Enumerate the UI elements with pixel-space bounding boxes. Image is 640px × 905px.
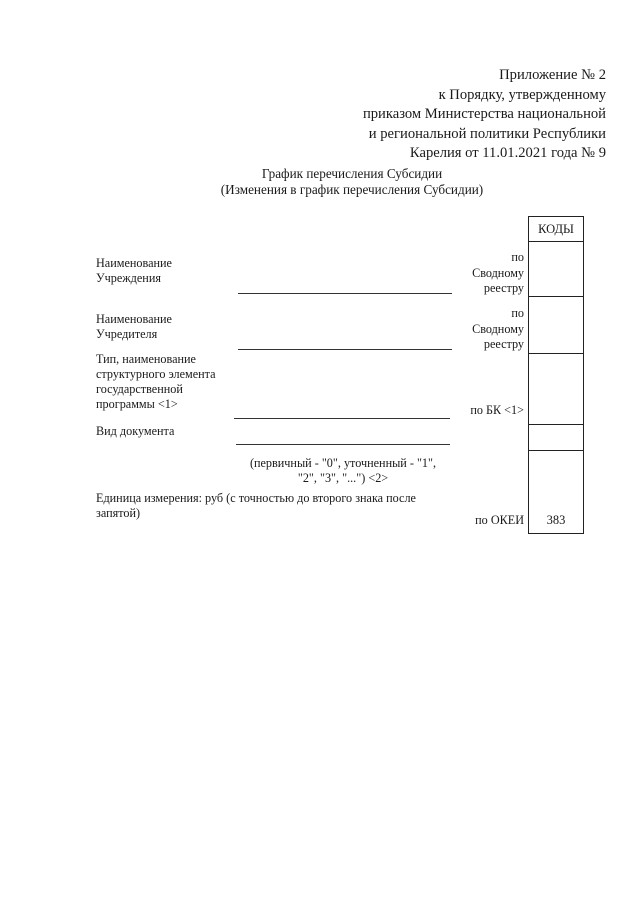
appendix-line-5: Карелия от 11.01.2021 года № 9 — [409, 145, 606, 161]
founder-label: Наименование Учредителя — [96, 312, 172, 341]
institution-fill-line[interactable] — [238, 293, 452, 294]
bk-label: по БК <1> — [470, 403, 524, 417]
doc-type-hint: (первичный - "0", уточненный - "1", "2", "3", "...") <2> — [249, 456, 437, 485]
title-line-1: График перечисления Субсидии — [261, 166, 443, 181]
title-line-2: (Изменения в график перечисления Субсидии) — [220, 182, 484, 197]
doc-type-code-cell[interactable] — [529, 425, 583, 451]
appendix-line-3: приказом Министерства национальной — [362, 106, 606, 122]
appendix-line-2: к Порядку, утвержденному — [438, 86, 606, 103]
doc-type-fill-line[interactable] — [236, 444, 450, 445]
okei-label: по ОКЕИ — [475, 513, 524, 527]
program-fill-line[interactable] — [234, 418, 450, 419]
unit-of-measure: Единица измерения: руб (с точностью до второго знака после запятой) — [96, 491, 416, 520]
doc-type-label: Вид документа — [96, 424, 175, 438]
okei-code-cell: 383 — [546, 513, 566, 527]
appendix-line-1: Приложение № 2 — [499, 67, 606, 83]
registry-label-2: по Сводному реестру — [472, 306, 524, 351]
registry-label-1: по Сводному реестру — [472, 250, 524, 295]
program-label: Тип, наименование структурного элемента государственной программы <1> — [96, 352, 216, 411]
appendix-line-4: и региональной политики Республики — [368, 125, 606, 142]
document-title — [0, 166, 640, 198]
registry-code-cell-1[interactable] — [529, 242, 583, 297]
institution-label: Наименование Учреждения — [96, 256, 172, 285]
bk-code-cell[interactable] — [529, 354, 583, 425]
registry-code-cell-2[interactable] — [529, 297, 583, 354]
codes-header: КОДЫ — [529, 217, 583, 242]
codes-table — [528, 216, 584, 534]
appendix-header — [363, 66, 606, 164]
founder-fill-line[interactable] — [238, 349, 452, 350]
